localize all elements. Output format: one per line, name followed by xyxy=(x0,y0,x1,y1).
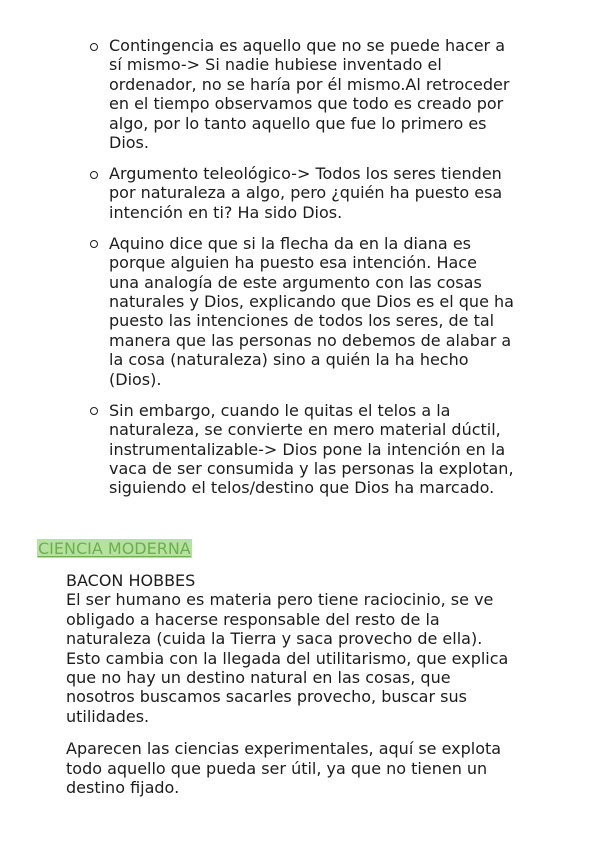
list-item xyxy=(88,164,566,222)
text-line: Contingencia es aquello que no se puede hacer a xyxy=(109,36,505,55)
hollow-circle-bullet-icon xyxy=(90,43,98,51)
text-line: algo, por lo tanto aquello que fue lo primero es xyxy=(109,113,487,133)
text-line: que no hay un destino natural en las cosas, que xyxy=(66,668,451,688)
text-line: Dios. xyxy=(109,133,149,153)
hollow-circle-bullet-icon xyxy=(90,407,98,415)
text-line: naturaleza (cuida la Tierra y saca provecho de ella). xyxy=(66,629,483,649)
hollow-circle-bullet-icon xyxy=(90,171,98,179)
text-line: Sin embargo, cuando le quitas el telos a la xyxy=(109,400,451,420)
text-line: una analogía de este argumento con las cosas xyxy=(109,272,482,292)
text-line: en el tiempo observamos que todo es creado por xyxy=(109,94,504,114)
text-line: obligado a hacerse responsable del resto de la xyxy=(66,609,440,629)
text-line: por naturaleza a algo, pero ¿quién ha puesto esa xyxy=(109,183,503,203)
text-line: nosotros buscamos sacarles provecho, buscar sus xyxy=(66,687,467,707)
text-line: BACON HOBBES xyxy=(66,571,196,590)
text-line: la cosa (naturaleza) sino a quién la ha hecho xyxy=(109,350,469,370)
text-line: ordenador, no se haría por él mismo.Al retroceder xyxy=(109,74,510,94)
paragraph xyxy=(66,739,566,797)
text-line: puesto las intenciones de todos los seres, de tal xyxy=(109,311,495,331)
text-line: utilidades. xyxy=(66,706,150,726)
text-line: Esto cambia con la llegada del utilitarismo, que explica xyxy=(66,648,509,668)
text-line: vaca de ser consumida y las personas la explotan, xyxy=(109,458,514,478)
text-line: porque alguien ha puesto esa intención. Hace xyxy=(109,253,477,273)
text-line: intención en ti? Ha sido Dios. xyxy=(109,202,343,222)
text-line: sí mismo-> Si nadie hubiese inventado el xyxy=(109,55,442,75)
text-line: destino fijado. xyxy=(66,778,180,798)
bullet-list xyxy=(88,36,566,509)
text-line: naturaleza, se convierte en mero material dúctil, xyxy=(109,420,501,440)
list-item xyxy=(88,36,566,152)
text-line: naturales y Dios, explicando que Dios es el que ha xyxy=(109,292,514,312)
text-line: (Dios). xyxy=(109,369,162,389)
list-item xyxy=(88,401,566,498)
list-item xyxy=(88,234,566,389)
paragraph xyxy=(66,571,566,726)
hollow-circle-bullet-icon xyxy=(90,240,98,248)
text-line: Argumento teleológico-> Todos los seres tienden xyxy=(109,164,502,184)
text-line: El ser humano es materia pero tiene raciocinio, se ve xyxy=(66,590,494,610)
section-body xyxy=(66,571,566,797)
text-line: instrumentalizable-> Dios pone la intención en la xyxy=(109,439,506,459)
text-line: manera que las personas no debemos de alabar a xyxy=(109,330,512,350)
text-line: siguiendo el telos/destino que Dios ha marcado. xyxy=(109,478,495,498)
text-line: todo aquello que pueda ser útil, ya que no tienen un xyxy=(66,758,488,778)
section-heading: CIENCIA MODERNA xyxy=(38,539,191,558)
text-line: Aparecen las ciencias experimentales, aquí se explota xyxy=(66,739,502,759)
text-line: Aquino dice que si la flecha da en la diana es xyxy=(109,233,471,253)
